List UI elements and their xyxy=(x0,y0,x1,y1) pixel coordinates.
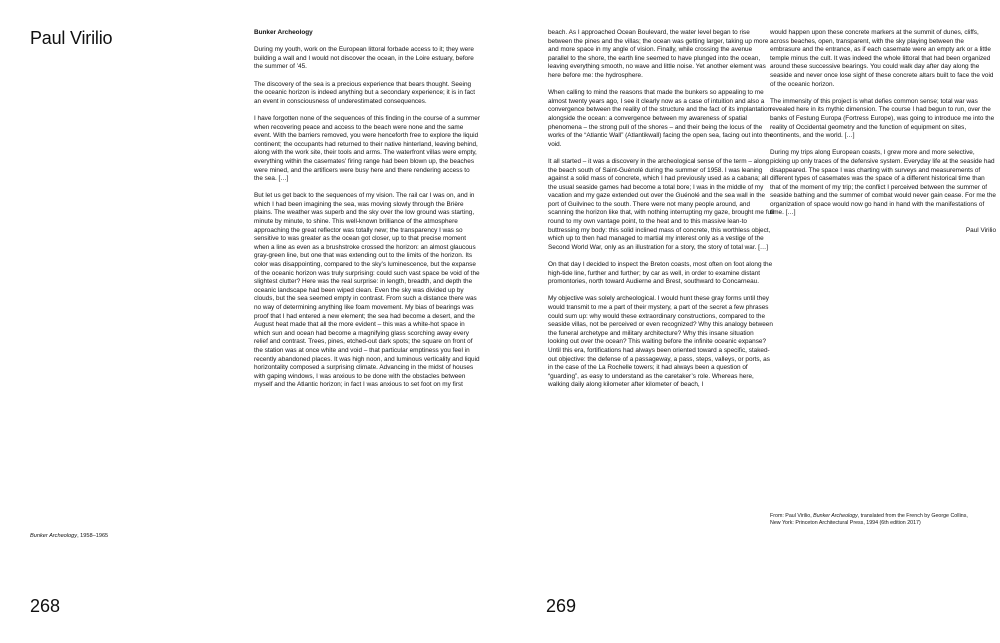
text-column-1 xyxy=(254,29,480,539)
source-prefix: From: Paul Virilio, xyxy=(770,513,814,519)
paragraph: The discovery of the sea is a precious experience that bears thought. Seeing the oceanic horizon is indeed anything but a secondary experience; it is in fact an event in consciousness of underestimated consequences. xyxy=(254,80,475,105)
paragraph: On that day I decided to inspect the Breton coasts, most often on foot along the high-tide line, further and further; by car as well, in order to examine distant promontories, north toward Audierne and Brest, southward to Concarneau. xyxy=(548,261,773,286)
source-title: Bunker Archeology xyxy=(813,513,858,519)
caption-title: Bunker Archeology xyxy=(30,533,78,539)
source-note xyxy=(770,513,970,527)
paragraph: would happen upon these concrete markers at the summit of dunes, cliffs, across beaches, open, transparent, with the sky playing between the embrasure and the entrance, as if each casemate were an empty ark or a little temple minus the cult. It was indeed the whole littoral that had been organized around these successive bearings. You could walk day after day along the seaside and never once lose sight of these concrete altars built to face the void of the oceanic horizon. xyxy=(770,29,994,88)
paragraph: It all started – it was a discovery in the archeological sense of the term – along the beach south of Saint-Guénolé during the summer of 1958. I was leaning against a solid mass of concrete, which I had previously used as a cabana; all the usual seaside games had become a total bore; I was in the middle of my vacation and my gaze extended out over the Guénolé and the sea wall in the port of Guilvinec to the south. There were not many people around, and scanning the horizon like that, with nothing interrupting my gaze, brought me full round to my own vantage point, to the heat and to this massive lean-to buttressing my body: this solid inclined mass of concrete, this worthless object, which up to then had managed to martial my interest only as a vestige of the Second World War, only as an illustration for a story, the story of total war. […] xyxy=(548,157,774,251)
caption-years: , 1958–1965 xyxy=(77,533,109,539)
text-column-2 xyxy=(548,29,774,539)
signature: Paul Virilio xyxy=(965,226,996,234)
paragraph: When calling to mind the reasons that made the bunkers so appealing to me almost twenty years ago, I see it clearly now as a case of intuition and also a convergence between the reality of the structure and the fact of its implantation alongside the ocean: a convergence between my awareness of spatial phenomena – the strong pull of the shores – and their being the locus of the works of the “Atlantic Wall” (Atlantikwall) facing the open sea, facing out into the void. xyxy=(548,89,773,148)
page-number-left: 268 xyxy=(30,596,61,616)
paragraph: beach. As I approached Ocean Boulevard, the water level began to rise between the pines and the villas; the ocean was getting larger, taking up more and more space in my angle of vision. Finally, while crossing the avenue parallel to the shore, the earth line seemed to have plunged into the ocean, leaving everything smooth, no wave and little noise. Yet another element was here before me: the hydrosphere. xyxy=(548,29,769,79)
source-rest: , translated from the French by George Collins, New York: Princeton Architectural Press, 1994 (6th edition 2017) xyxy=(770,513,968,527)
work-caption xyxy=(30,533,108,539)
paragraph: My objective was solely archeological. I would hunt these gray forms until they would transmit to me a part of their mystery, a part of the secret a few phrases could sum up: why would these extraordinary constructions, compared to the seaside villas, not be perceived or even recognized? Why this analogy between the funeral archetype and military architecture? Why this insane situation looking out over the ocean? This waiting before the infinite oceanic expanse? Until this era, fortifications had always been oriented toward a specific, staked-out objective: the defense of a passageway, a pass, steps, valleys, or ports, as in the case of the La Rochelle towers; it had always been a question of “guarding”, as easy to understand as the caretaker’s role. Whereas here, walking daily along kilometer after kilometer of beach, I xyxy=(548,295,773,389)
paragraph: During my youth, work on the European littoral forbade access to it; they were building a wall and I would not discover the ocean, in the Loire estuary, before the summer of ’45. xyxy=(254,46,474,71)
page-number-right: 269 xyxy=(546,596,577,616)
author-heading: Paul Virilio xyxy=(30,28,113,48)
paragraph: But let us get back to the sequences of my vision. The rail car I was on, and in which I had been imagining the sea, was moving slowly through the Brière plains. The weather was superb and the sky over the low ground was starting, minute by minute, to shine. This well-known brilliance of the atmosphere approaching the great reflector was totally new; the transparency I was so sensitive to was greater as the ocean got closer, up to that precise moment when a line as even as a brushstroke crossed the horizon: an almost glaucous gray-green line, but one that was extending out to the limits of the horizon. Its color was disappointing, compared to the sky’s luminescence, but the expanse of the oceanic horizon was truly surprising: could such vast space be void of the slightest clutter? Here was the real surprise: in length, breadth, and depth the oceanic landscape had been wiped clean. Even the sky was divided up by clouds, but the sea seemed empty in contrast. From such a distance there was no way of determining anything like foam movement. My bias of bearings was proof that I had entered a new element; the sea had become a desert, and the August heat made that all the more evident – this was a white-hot space in which sun and ocean had become a magnifying glass scorching away every relief and contrast. Trees, pines, etched-out dark spots; the square on front of the station was at once white and void – that particular emptiness you feel in recently abandoned places. It was high noon, and luminous verticality and liquid horizontality composed a surprising climate. Advancing in the midst of houses with gaping windows, I was anxious to be done with the obstacles between myself and the Atlantic horizon; in fact I was anxious to set foot on my first xyxy=(254,192,480,389)
paragraph: I have forgotten none of the sequences of this finding in the course of a summer when recovering peace and access to the beach were none and the same event. With the barriers removed, you were henceforth free to explore the liquid continent; the occupants had returned to their native hinterland, leaving behind, along with the work site, their tools and arms. The waterfront villas were empty, everything within the casemates’ firing range had been blown up, the beaches were mined, and the artificers were busy here and there rendering access to the sea. […] xyxy=(254,114,480,183)
text-column-3 xyxy=(770,29,996,329)
paragraph: The immensity of this project is what defies common sense; total war was revealed here in its mythic dimension. The course I had begun to run, over the banks of Festung Europa (Fortress Europe), was going to introduce me into the reality of Occidental geometry and the function of equipment on sites, continents, and the world. […] xyxy=(770,97,995,140)
paragraph: During my trips along European coasts, I grew more and more selective, picking up only traces of the defensive system. Everyday life at the seaside had disappeared. The space I was charting with surveys and measurements of different types of casemates was the space of a different historical time than that of the moment of my trip; the conflict I perceived between the summer of seaside bathing and the summer of combat would never gain cease. For me the organization of space would now go hand in hand with the manifestations of time. […] xyxy=(770,149,996,217)
essay-title: Bunker Archeology xyxy=(254,29,313,36)
